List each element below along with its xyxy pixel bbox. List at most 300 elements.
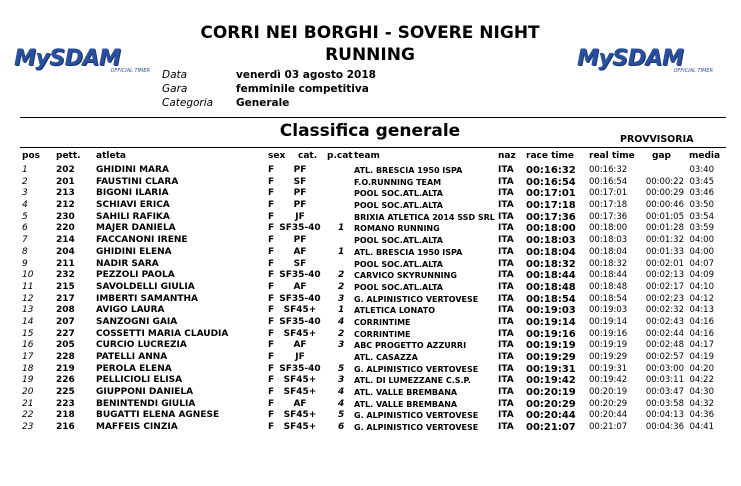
cell-pett: 212 xyxy=(56,200,75,211)
cell-naz: ITA xyxy=(498,211,514,222)
cell-naz: ITA xyxy=(498,375,514,386)
cell-real: 00:18:03 xyxy=(589,235,628,246)
cell-sex: F xyxy=(268,270,275,281)
cell-race: 00:19:14 xyxy=(526,316,576,328)
cell-atleta: PELLICIOLI ELISA xyxy=(96,375,183,386)
cell-real: 00:19:14 xyxy=(589,316,628,327)
cell-gap: 00:04:36 xyxy=(645,422,684,433)
title-line-2: RUNNING xyxy=(325,45,415,65)
cell-pett: 216 xyxy=(56,422,75,433)
cell-pos: 20 xyxy=(22,387,34,398)
cell-real: 00:17:01 xyxy=(589,188,628,199)
cell-cat: SF xyxy=(293,258,307,269)
cell-real: 00:19:03 xyxy=(589,305,628,316)
meta-value: femminile competitiva xyxy=(236,83,369,95)
cell-sex: F xyxy=(268,293,275,304)
logo-subtitle: OFFICIAL TIMER xyxy=(673,68,713,74)
col-pett: pett. xyxy=(56,151,81,161)
cell-media: 04:12 xyxy=(689,293,714,304)
cell-pett: 205 xyxy=(56,340,75,351)
cell-pos: 5 xyxy=(22,211,28,222)
cell-naz: ITA xyxy=(498,223,514,234)
cell-real: 00:17:18 xyxy=(589,200,628,211)
logo-text: MySDAM xyxy=(14,46,121,71)
cell-media: 04:16 xyxy=(689,316,714,327)
cell-team: ROMANO RUNNING xyxy=(354,224,440,234)
cell-sex: F xyxy=(268,165,275,175)
cell-gap: 00:00:46 xyxy=(645,200,684,211)
cell-pett: 217 xyxy=(56,293,75,304)
col-naz: naz xyxy=(498,151,516,161)
cell-cat: AF xyxy=(293,398,307,409)
cell-cat: PF xyxy=(293,165,307,175)
cell-atleta: AVIGO LAURA xyxy=(96,305,165,316)
cell-naz: ITA xyxy=(498,422,514,433)
cell-naz: ITA xyxy=(498,352,514,362)
cell-real: 00:19:42 xyxy=(589,375,628,386)
table-row xyxy=(0,364,741,376)
cell-atleta: SAHILI RAFIKA xyxy=(96,211,170,222)
cell-pos: 17 xyxy=(22,352,34,362)
cell-pcat: 1 xyxy=(338,246,345,257)
cell-cat: SF35-40 xyxy=(279,316,321,327)
cell-pett: 232 xyxy=(56,270,75,281)
cell-team: POOL SOC.ATL.ALTA xyxy=(354,236,443,246)
cell-gap: 00:02:32 xyxy=(645,305,684,316)
logo-right xyxy=(577,48,727,76)
cell-pcat: 2 xyxy=(338,281,345,292)
logo-text: MySDAM xyxy=(577,46,684,71)
cell-team: ATL. BRESCIA 1950 ISPA xyxy=(354,247,463,257)
cell-pcat: 1 xyxy=(338,223,345,234)
cell-race: 00:17:36 xyxy=(526,211,576,223)
cell-team: ATL. VALLE BREMBANA xyxy=(354,388,458,398)
cell-pett: 211 xyxy=(56,258,75,269)
cell-media: 04:20 xyxy=(689,363,714,374)
meta-row-categoria xyxy=(162,96,376,110)
table-row xyxy=(0,410,741,422)
cell-sex: F xyxy=(268,235,275,246)
cell-pcat: 5 xyxy=(338,363,345,374)
cell-pcat: 3 xyxy=(338,293,345,304)
col-real-time: real time xyxy=(589,151,635,161)
cell-media: 04:00 xyxy=(689,246,714,257)
cell-sex: F xyxy=(268,375,275,386)
table-row xyxy=(0,247,741,259)
cell-naz: ITA xyxy=(498,270,514,281)
cell-sex: F xyxy=(268,328,275,339)
cell-real: 00:20:19 xyxy=(589,387,628,398)
cell-pcat: 5 xyxy=(338,410,345,421)
cell-naz: ITA xyxy=(498,363,514,374)
cell-media: 03:40 xyxy=(689,165,714,175)
cell-pos: 8 xyxy=(22,246,28,257)
meta-row-gara xyxy=(162,82,376,96)
cell-pett: 204 xyxy=(56,246,75,257)
table-row xyxy=(0,235,741,247)
cell-team: G. ALPINISTICO VERTOVESE xyxy=(354,411,479,421)
cell-pos: 15 xyxy=(22,328,34,339)
cell-team: CORRINTIME xyxy=(354,317,411,327)
cell-media: 03:45 xyxy=(689,176,714,187)
cell-pett: 207 xyxy=(56,316,75,327)
cell-gap: 00:03:00 xyxy=(645,363,684,374)
cell-cat: AF xyxy=(293,246,307,257)
cell-real: 00:18:00 xyxy=(589,223,628,234)
cell-real: 00:19:19 xyxy=(589,340,628,351)
col-cat: cat. xyxy=(298,151,318,161)
cell-pos: 10 xyxy=(22,270,34,281)
cell-cat: SF35-40 xyxy=(279,363,321,374)
cell-gap: 00:03:11 xyxy=(645,375,684,386)
cell-race: 00:21:07 xyxy=(526,422,576,434)
meta-label: Data xyxy=(162,69,188,81)
cell-race: 00:20:29 xyxy=(526,398,576,410)
cell-sex: F xyxy=(268,258,275,269)
cell-race: 00:19:16 xyxy=(526,328,576,340)
col-gap: gap xyxy=(652,151,671,161)
table-row xyxy=(0,177,741,189)
cell-cat: PF xyxy=(293,200,307,211)
cell-sex: F xyxy=(268,410,275,421)
cell-naz: ITA xyxy=(498,235,514,246)
cell-cat: SF35-40 xyxy=(279,270,321,281)
cell-pett: 218 xyxy=(56,410,75,421)
cell-real: 00:18:54 xyxy=(589,293,628,304)
cell-naz: ITA xyxy=(498,398,514,409)
cell-atleta: FACCANONI IRENE xyxy=(96,235,188,246)
cell-cat: SF xyxy=(293,176,307,187)
cell-real: 00:18:44 xyxy=(589,270,628,281)
cell-race: 00:17:01 xyxy=(526,188,576,200)
cell-race: 00:19:19 xyxy=(526,340,576,352)
cell-pett: 201 xyxy=(56,176,75,187)
cell-naz: ITA xyxy=(498,200,514,211)
cell-team: G. ALPINISTICO VERTOVESE xyxy=(354,423,479,433)
cell-atleta: IMBERTI SAMANTHA xyxy=(96,293,198,304)
cell-real: 00:18:48 xyxy=(589,281,628,292)
cell-naz: ITA xyxy=(498,340,514,351)
cell-pos: 2 xyxy=(22,176,28,187)
cell-pos: 16 xyxy=(22,340,34,351)
cell-atleta: SCHIAVI ERICA xyxy=(96,200,170,211)
cell-media: 04:41 xyxy=(689,422,714,433)
col-race-time: race time xyxy=(526,151,574,161)
cell-media: 04:00 xyxy=(689,235,714,246)
cell-team: F.O.RUNNING TEAM xyxy=(354,177,442,187)
col-pos: pos xyxy=(22,151,40,161)
cell-pett: 208 xyxy=(56,305,75,316)
table-row xyxy=(0,259,741,271)
cell-team: BRIXIA ATLETICA 2014 SSD SRL xyxy=(354,212,495,222)
cell-pos: 14 xyxy=(22,316,34,327)
cell-gap: 00:02:44 xyxy=(645,328,684,339)
cell-media: 04:30 xyxy=(689,387,714,398)
cell-race: 00:19:29 xyxy=(526,352,576,363)
cell-pos: 13 xyxy=(22,305,34,316)
cell-gap: 00:02:23 xyxy=(645,293,684,304)
table-row xyxy=(0,399,741,411)
cell-real: 00:17:36 xyxy=(589,211,628,222)
cell-cat: JF xyxy=(295,211,305,222)
cell-pcat: 1 xyxy=(338,305,345,316)
cell-sex: F xyxy=(268,246,275,257)
cell-gap: 00:02:48 xyxy=(645,340,684,351)
cell-sex: F xyxy=(268,305,275,316)
meta-value: Generale xyxy=(236,97,290,109)
cell-naz: ITA xyxy=(498,387,514,398)
cell-race: 00:18:03 xyxy=(526,235,576,247)
cell-gap: 00:04:13 xyxy=(645,410,684,421)
cell-media: 04:32 xyxy=(689,398,714,409)
cell-media: 04:16 xyxy=(689,328,714,339)
cell-race: 00:18:48 xyxy=(526,281,576,293)
cell-cat: SF45+ xyxy=(283,387,317,398)
table-header xyxy=(0,151,741,164)
cell-sex: F xyxy=(268,387,275,398)
cell-team: ATL. DI LUMEZZANE C.S.P. xyxy=(354,376,471,386)
cell-team: CARVICO SKYRUNNING xyxy=(354,271,457,281)
cell-pett: 223 xyxy=(56,398,75,409)
cell-pcat: 4 xyxy=(338,316,345,327)
cell-pos: 3 xyxy=(22,188,28,199)
cell-atleta: BUGATTI ELENA AGNESE xyxy=(96,410,220,421)
cell-race: 00:19:42 xyxy=(526,375,576,387)
cell-race: 00:18:54 xyxy=(526,293,576,305)
cell-sex: F xyxy=(268,398,275,409)
cell-pos: 21 xyxy=(22,398,34,409)
cell-race: 00:18:44 xyxy=(526,270,576,282)
cell-sex: F xyxy=(268,422,275,433)
cell-pcat: 3 xyxy=(338,340,345,351)
meta-value: venerdì 03 agosto 2018 xyxy=(236,69,376,81)
cell-pos: 6 xyxy=(22,223,28,234)
table-row xyxy=(0,387,741,399)
cell-race: 00:18:32 xyxy=(526,258,576,270)
cell-naz: ITA xyxy=(498,305,514,316)
table-row xyxy=(0,294,741,306)
cell-atleta: FAUSTINI CLARA xyxy=(96,176,179,187)
cell-atleta: CURCIO LUCREZIA xyxy=(96,340,187,351)
cell-naz: ITA xyxy=(498,316,514,327)
cell-pos: 4 xyxy=(22,200,28,211)
cell-media: 04:09 xyxy=(689,270,714,281)
meta-row-data xyxy=(162,68,376,82)
table-row xyxy=(0,165,741,177)
table-row xyxy=(0,212,741,224)
cell-naz: ITA xyxy=(498,176,514,187)
col-media: media xyxy=(689,151,721,161)
cell-team: G. ALPINISTICO VERTOVESE xyxy=(354,364,479,374)
col-sex: sex xyxy=(268,151,286,161)
table-row xyxy=(0,282,741,294)
cell-atleta: PEZZOLI PAOLA xyxy=(96,270,175,281)
cell-gap: 00:03:58 xyxy=(645,398,684,409)
cell-naz: ITA xyxy=(498,258,514,269)
cell-sex: F xyxy=(268,352,275,362)
cell-real: 00:16:54 xyxy=(589,176,628,187)
cell-pett: 220 xyxy=(56,223,75,234)
cell-pett: 202 xyxy=(56,165,75,175)
cell-naz: ITA xyxy=(498,293,514,304)
cell-pcat: 4 xyxy=(338,398,345,409)
table-row xyxy=(0,200,741,212)
table-row xyxy=(0,317,741,329)
logo-subtitle: OFFICIAL TIMER xyxy=(110,68,150,74)
cell-media: 03:54 xyxy=(689,211,714,222)
table-row xyxy=(0,270,741,282)
cell-gap: 00:02:57 xyxy=(645,352,684,362)
cell-naz: ITA xyxy=(498,246,514,257)
cell-naz: ITA xyxy=(498,410,514,421)
cell-gap: 00:02:17 xyxy=(645,281,684,292)
cell-pcat: 2 xyxy=(338,328,345,339)
cell-team: POOL SOC.ATL.ALTA xyxy=(354,189,443,199)
table-row xyxy=(0,352,741,364)
cell-atleta: BIGONI ILARIA xyxy=(96,188,169,199)
table-row xyxy=(0,223,741,235)
table-row xyxy=(0,329,741,341)
cell-team: POOL SOC.ATL.ALTA xyxy=(354,259,443,269)
table-row xyxy=(0,340,741,352)
cell-pos: 11 xyxy=(22,281,34,292)
cell-team: CORRINTIME xyxy=(354,329,411,339)
cell-atleta: GIUPPONI DANIELA xyxy=(96,387,194,398)
col-team: team xyxy=(354,151,380,161)
cell-gap: 00:01:05 xyxy=(645,211,684,222)
cell-pett: 225 xyxy=(56,387,75,398)
cell-pos: 12 xyxy=(22,293,34,304)
cell-cat: SF45+ xyxy=(283,375,317,386)
cell-media: 04:17 xyxy=(689,340,714,351)
cell-gap: 00:02:13 xyxy=(645,270,684,281)
cell-cat: SF35-40 xyxy=(279,293,321,304)
divider-top xyxy=(20,117,726,118)
cell-cat: SF45+ xyxy=(283,410,317,421)
cell-team: ABC PROGETTO AZZURRI xyxy=(354,341,467,351)
page-title xyxy=(190,22,550,66)
cell-pos: 1 xyxy=(22,165,28,175)
cell-pcat: 4 xyxy=(338,387,345,398)
cell-media: 03:46 xyxy=(689,188,714,199)
table-row xyxy=(0,422,741,434)
cell-real: 00:20:44 xyxy=(589,410,628,421)
meta-label: Gara xyxy=(162,83,188,95)
cell-pcat: 2 xyxy=(338,270,345,281)
cell-pett: 214 xyxy=(56,235,75,246)
cell-gap: 00:01:28 xyxy=(645,223,684,234)
cell-sex: F xyxy=(268,316,275,327)
section-title: Classifica generale xyxy=(279,121,461,141)
meta-label: Categoria xyxy=(162,97,214,109)
cell-real: 00:20:29 xyxy=(589,398,628,409)
cell-race: 00:19:03 xyxy=(526,305,576,317)
cell-race: 00:17:18 xyxy=(526,200,576,212)
cell-cat: AF xyxy=(293,340,307,351)
table-row xyxy=(0,188,741,200)
cell-sex: F xyxy=(268,363,275,374)
cell-atleta: PATELLI ANNA xyxy=(96,352,168,362)
cell-race: 00:18:04 xyxy=(526,246,576,258)
cell-gap: 00:02:43 xyxy=(645,316,684,327)
cell-gap: 00:00:22 xyxy=(645,176,684,187)
cell-race: 00:16:54 xyxy=(526,176,576,188)
cell-real: 00:18:04 xyxy=(589,246,628,257)
cell-naz: ITA xyxy=(498,165,514,175)
cell-naz: ITA xyxy=(498,281,514,292)
cell-real: 00:19:29 xyxy=(589,352,628,362)
cell-atleta: SAVOLDELLI GIULIA xyxy=(96,281,195,292)
results-table xyxy=(0,165,741,434)
cell-media: 04:13 xyxy=(689,305,714,316)
cell-real: 00:21:07 xyxy=(589,422,628,433)
cell-cat: AF xyxy=(293,281,307,292)
cell-media: 03:50 xyxy=(689,200,714,211)
cell-team: POOL SOC.ATL.ALTA xyxy=(354,282,443,292)
cell-pcat: 6 xyxy=(338,422,345,433)
table-row xyxy=(0,305,741,317)
cell-real: 00:19:31 xyxy=(589,363,628,374)
cell-pett: 213 xyxy=(56,188,75,199)
cell-real: 00:19:16 xyxy=(589,328,628,339)
cell-sex: F xyxy=(268,281,275,292)
cell-naz: ITA xyxy=(498,328,514,339)
cell-team: ATL. CASAZZA xyxy=(354,353,418,362)
cell-atleta: GHIDINI ELENA xyxy=(96,246,172,257)
cell-naz: ITA xyxy=(498,188,514,199)
cell-cat: PF xyxy=(293,235,307,246)
cell-atleta: GHIDINI MARA xyxy=(96,165,169,175)
cell-atleta: MAFFEIS CINZIA xyxy=(96,422,178,433)
divider-header xyxy=(20,147,726,148)
cell-atleta: SANZOGNI GAIA xyxy=(96,316,178,327)
cell-atleta: NADIR SARA xyxy=(96,258,159,269)
cell-pett: 219 xyxy=(56,363,75,374)
cell-race: 00:20:19 xyxy=(526,387,576,399)
cell-race: 00:18:00 xyxy=(526,223,576,235)
cell-cat: JF xyxy=(295,352,305,362)
event-meta xyxy=(162,68,376,110)
cell-cat: PF xyxy=(293,188,307,199)
cell-team: POOL SOC.ATL.ALTA xyxy=(354,201,443,211)
cell-media: 04:22 xyxy=(689,375,714,386)
cell-sex: F xyxy=(268,200,275,211)
cell-race: 00:16:32 xyxy=(526,165,576,176)
cell-atleta: BENINTENDI GIULIA xyxy=(96,398,196,409)
title-line-1: CORRI NEI BORGHI - SOVERE NIGHT xyxy=(200,23,540,43)
cell-team: ATL. VALLE BREMBANA xyxy=(354,399,458,409)
cell-pett: 230 xyxy=(56,211,75,222)
cell-atleta: PEROLA ELENA xyxy=(96,363,172,374)
cell-media: 04:10 xyxy=(689,281,714,292)
cell-sex: F xyxy=(268,188,275,199)
cell-pett: 215 xyxy=(56,281,75,292)
cell-cat: SF45+ xyxy=(283,328,317,339)
cell-race: 00:19:31 xyxy=(526,363,576,375)
cell-pos: 7 xyxy=(22,235,28,246)
cell-team: ATLETICA LONATO xyxy=(354,306,436,316)
cell-atleta: MAJER DANIELA xyxy=(96,223,176,234)
cell-pos: 9 xyxy=(22,258,28,269)
cell-pos: 22 xyxy=(22,410,34,421)
cell-cat: SF35-40 xyxy=(279,223,321,234)
cell-sex: F xyxy=(268,340,275,351)
cell-gap: 00:00:29 xyxy=(645,188,684,199)
cell-race: 00:20:44 xyxy=(526,410,576,422)
cell-gap: 00:01:33 xyxy=(645,246,684,257)
cell-pos: 18 xyxy=(22,363,34,374)
cell-sex: F xyxy=(268,211,275,222)
